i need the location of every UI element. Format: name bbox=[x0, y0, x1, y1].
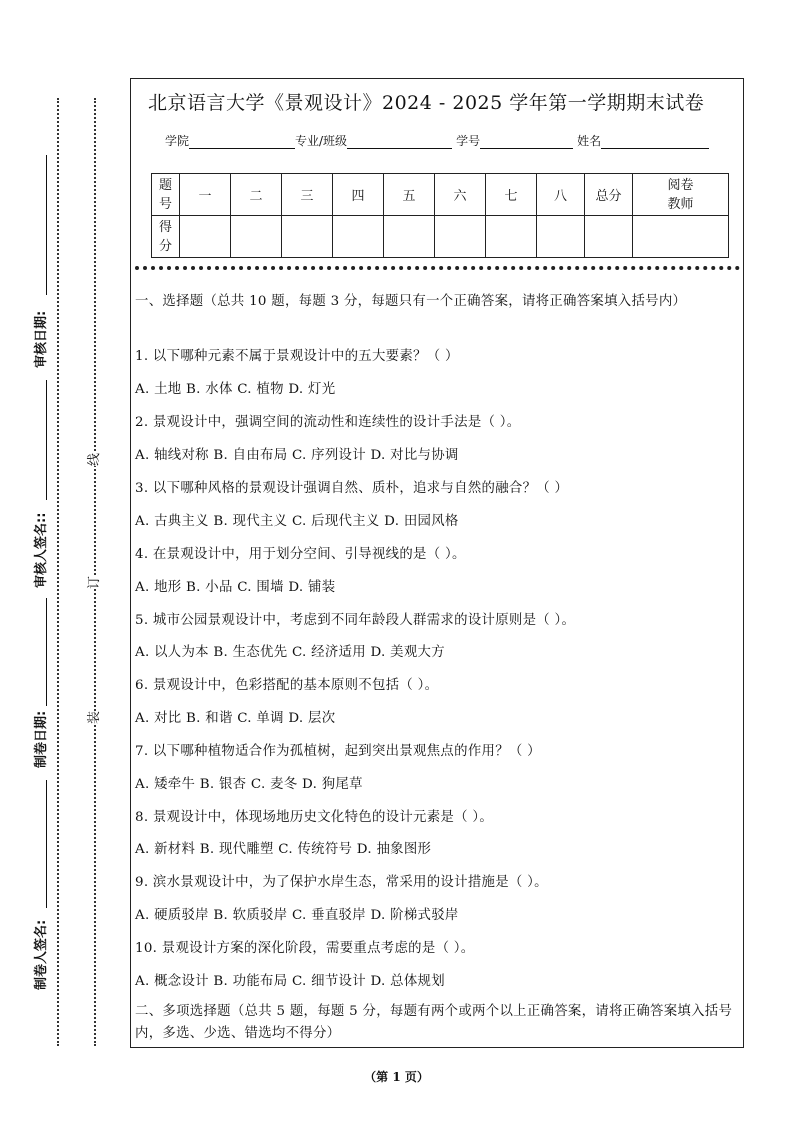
major-label: 专业/班级 bbox=[295, 134, 348, 148]
score-col-2: 二 bbox=[231, 174, 282, 216]
exam-title: 北京语言大学《景观设计》2024 - 2025 学年第一学期期末试卷 bbox=[148, 92, 705, 114]
score-col-4: 四 bbox=[333, 174, 384, 216]
maker-date-label: 制卷日期: bbox=[34, 710, 49, 768]
score-col-7: 七 bbox=[486, 174, 537, 216]
name-label: 姓名 bbox=[577, 134, 602, 148]
student-id-label: 学号 bbox=[456, 134, 481, 148]
score-col-5: 五 bbox=[384, 174, 435, 216]
question-6-options: A. 对比 B. 和谐 C. 单调 D. 层次 bbox=[135, 711, 336, 726]
sidebar-dotted-line-left bbox=[57, 98, 59, 1046]
question-3: 3. 以下哪种风格的景观设计强调自然、质朴，追求与自然的融合？（ ） bbox=[135, 481, 569, 496]
question-6: 6. 景观设计中，色彩搭配的基本原则不包括（ ）。 bbox=[135, 678, 439, 693]
question-3-options: A. 古典主义 B. 现代主义 C. 后现代主义 D. 田园风格 bbox=[135, 514, 459, 529]
question-2-options: A. 轴线对称 B. 自由布局 C. 序列设计 D. 对比与协调 bbox=[135, 448, 459, 463]
score-cell[interactable] bbox=[333, 216, 384, 258]
score-col-6: 六 bbox=[435, 174, 486, 216]
question-7: 7. 以下哪种植物适合作为孤植树，起到突出景观焦点的作用？（ ） bbox=[135, 744, 541, 759]
maker-sign-line bbox=[46, 780, 47, 908]
question-4: 4. 在景观设计中，用于划分空间、引导视线的是（ ）。 bbox=[135, 547, 466, 562]
question-10: 10. 景观设计方案的深化阶段，需要重点考虑的是（ ）。 bbox=[135, 941, 475, 956]
question-8-options: A. 新材料 B. 现代雕塑 C. 传统符号 D. 抽象图形 bbox=[135, 842, 432, 857]
question-number-label: 题 号 bbox=[152, 174, 180, 216]
binding-ding-char: 订 bbox=[83, 576, 102, 589]
reviewer-date-label: 审核日期: bbox=[34, 310, 49, 368]
major-field[interactable] bbox=[347, 135, 452, 149]
score-cell[interactable] bbox=[486, 216, 537, 258]
question-9: 9. 滨水景观设计中，为了保护水岸生态，常采用的设计措施是（ ）。 bbox=[135, 875, 548, 890]
question-9-options: A. 硬质驳岸 B. 软质驳岸 C. 垂直驳岸 D. 阶梯式驳岸 bbox=[135, 908, 459, 923]
maker-date-line bbox=[46, 598, 47, 706]
college-label: 学院 bbox=[165, 134, 190, 148]
question-4-options: A. 地形 B. 小品 C. 围墙 D. 铺装 bbox=[135, 580, 336, 595]
score-col-8: 八 bbox=[537, 174, 585, 216]
score-col-1: 一 bbox=[180, 174, 231, 216]
name-field[interactable] bbox=[601, 135, 709, 149]
score-cell-reviewer[interactable] bbox=[633, 216, 729, 258]
score-cell[interactable] bbox=[180, 216, 231, 258]
score-cell[interactable] bbox=[282, 216, 333, 258]
reviewer-teacher-label: 阅卷 教师 bbox=[633, 174, 729, 216]
sidebar-dotted-line-right bbox=[94, 98, 96, 1046]
score-table-header-row bbox=[152, 174, 729, 216]
score-label: 得 分 bbox=[152, 216, 180, 258]
binding-zhuang-char: 装 bbox=[83, 711, 102, 724]
maker-sign-label: 制卷人签名: bbox=[34, 919, 49, 990]
score-cell[interactable] bbox=[231, 216, 282, 258]
question-5: 5. 城市公园景观设计中，考虑到不同年龄段人群需求的设计原则是（ ）。 bbox=[135, 613, 576, 628]
section1-heading: 一、选择题（总共 10 题，每题 3 分，每题只有一个正确答案，请将正确答案填入括号内） bbox=[135, 294, 687, 309]
score-cell[interactable] bbox=[435, 216, 486, 258]
question-10-options: A. 概念设计 B. 功能布局 C. 细节设计 D. 总体规划 bbox=[135, 974, 445, 989]
student-id-field[interactable] bbox=[480, 135, 573, 149]
college-field[interactable] bbox=[189, 135, 295, 149]
score-cell-total[interactable] bbox=[585, 216, 633, 258]
score-col-total: 总分 bbox=[585, 174, 633, 216]
score-cell[interactable] bbox=[537, 216, 585, 258]
reviewer-sign-line bbox=[46, 380, 47, 500]
section2-heading: 二、多项选择题（总共 5 题，每题 5 分，每题有两个或两个以上正确答案，请将正确答案填入括号内，多选、少选、错选均不得分） bbox=[135, 1004, 733, 1041]
binding-line-char: 线 bbox=[83, 453, 102, 466]
reviewer-date-line bbox=[46, 155, 47, 295]
header-separator bbox=[135, 266, 740, 270]
question-7-options: A. 矮牵牛 B. 银杏 C. 麦冬 D. 狗尾草 bbox=[135, 777, 363, 792]
score-col-3: 三 bbox=[282, 174, 333, 216]
score-table bbox=[151, 173, 729, 258]
question-8: 8. 景观设计中，体现场地历史文化特色的设计元素是（ ）。 bbox=[135, 810, 494, 825]
question-1: 1. 以下哪种元素不属于景观设计中的五大要素？（ ） bbox=[135, 349, 459, 364]
score-table-score-row bbox=[152, 216, 729, 258]
student-info-row bbox=[165, 132, 709, 149]
question-5-options: A. 以人为本 B. 生态优先 C. 经济适用 D. 美观大方 bbox=[135, 645, 445, 660]
page-number: （第 1 页） bbox=[364, 1070, 429, 1084]
question-2: 2. 景观设计中，强调空间的流动性和连续性的设计手法是（ ）。 bbox=[135, 415, 521, 430]
reviewer-sign-label: 审核人签名:: bbox=[34, 512, 49, 588]
score-cell[interactable] bbox=[384, 216, 435, 258]
question-1-options: A. 土地 B. 水体 C. 植物 D. 灯光 bbox=[135, 382, 336, 397]
